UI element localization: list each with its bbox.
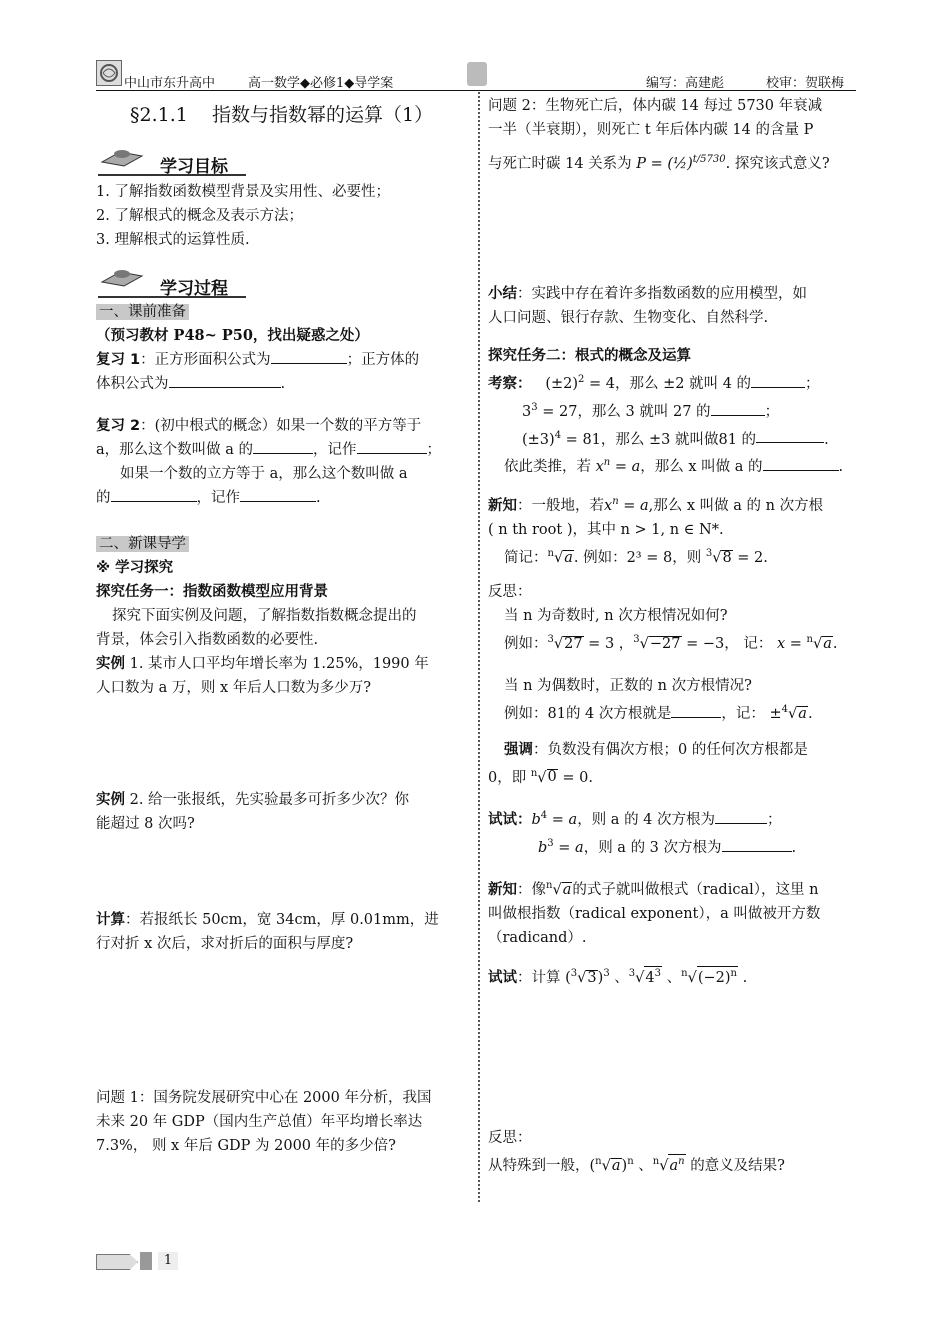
answer-blank[interactable] xyxy=(715,809,767,824)
goal-item: 2. 了解根式的概念及表示方法； xyxy=(96,208,303,224)
new2-text: （radicand）. xyxy=(488,929,587,946)
ex1-label: 实例 xyxy=(96,656,125,672)
answer-blank[interactable] xyxy=(756,428,824,443)
answer-blank[interactable] xyxy=(763,456,839,471)
review2-label: 复习 2 xyxy=(96,418,141,434)
reflect1-text: ，记： xyxy=(721,705,765,722)
emph-text: ：负数没有偶次方根；0 的任何次方根都是 xyxy=(533,741,808,758)
new-lesson-section xyxy=(96,532,429,700)
prep-heading: 一、课前准备 xyxy=(96,304,189,320)
try1-text: ，则 a 的 3 次方根为 xyxy=(583,839,722,856)
header-author: 编写：高建彪 xyxy=(646,76,725,91)
reflect1-label: 反思： xyxy=(488,584,532,600)
calc-label: 计算 xyxy=(96,912,125,928)
reflect2-label: 反思： xyxy=(488,1130,532,1146)
review1-text: ：正方形面积公式为 xyxy=(140,352,271,368)
new2-text: ：像 xyxy=(517,881,546,898)
decay-formula: P = (½)$^{t/5730}$ xyxy=(636,154,726,172)
header-course: 高一数学◆必修1◆导学案 xyxy=(248,76,394,91)
answer-blank[interactable] xyxy=(751,373,805,388)
book-icon xyxy=(98,264,146,288)
try2-label: 试试 xyxy=(488,969,517,986)
new1-text: . 例如：2³ = 8，则 xyxy=(573,549,702,566)
answer-blank[interactable] xyxy=(711,401,765,416)
answer-blank[interactable] xyxy=(111,487,197,502)
header-rule xyxy=(96,90,856,91)
footer-arrow-icon xyxy=(96,1254,138,1270)
inspect-text: ，那么 3 就叫 27 的 xyxy=(577,403,711,420)
goals-heading: 学习目标 xyxy=(160,157,228,177)
answer-blank[interactable] xyxy=(169,373,281,388)
q1-text: 问题 1：国务院发展研究中心在 2000 年分析，我国 xyxy=(96,1090,432,1106)
reflect1-text: 当 n 为奇数时, n 次方根情况如何? xyxy=(504,608,728,624)
try1-label: 试试： xyxy=(488,811,532,828)
goal-item: 3. 理解根式的运算性质. xyxy=(96,232,250,248)
goals-rule xyxy=(98,174,246,176)
reflect2-text: 的意义及结果? xyxy=(690,1157,785,1174)
example2 xyxy=(96,788,409,836)
footer-block xyxy=(140,1252,152,1270)
calc-section xyxy=(96,908,439,956)
question2 xyxy=(488,94,830,176)
page-title: §2.1.1 指数与指数幂的运算（1） xyxy=(130,104,434,126)
try-2: 试试：计算 $(^3√3)^3$ 、$^3√4^3$ 、$^n√(-2)^n$ . xyxy=(488,968,748,986)
reflect1-text: 例如： xyxy=(504,635,548,652)
q1-text: 未来 20 年 GDP（国内生产总值）年平均增长率达 xyxy=(96,1114,423,1130)
answer-blank[interactable] xyxy=(357,439,427,454)
ex2-label: 实例 xyxy=(96,792,125,808)
review2-text: a，那么这个数叫做 a 的 xyxy=(96,442,254,458)
task1-text: 背景，体会引入指数函数的必要性. xyxy=(96,632,319,648)
review1-text: 体积公式为 xyxy=(96,376,169,392)
answer-blank[interactable] xyxy=(240,487,316,502)
inspect-text: ，那么 ±3 就叫做81 的 xyxy=(600,431,757,448)
q1-text: 7.3%， 则 x 年后 GDP 为 2000 年的多少倍? xyxy=(96,1138,396,1154)
answer-blank[interactable] xyxy=(271,349,347,364)
new1-label: 新知 xyxy=(488,497,517,514)
reflect-2: 反思： 从特殊到一般，$(^n√a)^n$ 、$^n√a^n$ 的意义及结果? xyxy=(488,1126,785,1178)
ex2-text: 2. 给一张报纸，先实验最多可折多少次？你 xyxy=(129,792,410,808)
summary-text: ：实践中存在着许多指数函数的应用模型，如 xyxy=(517,286,807,302)
new-knowledge-2: 新知：像$^n$√a的式子就叫做根式（radical），这里 n 叫做根指数（radical exponent），a 叫做被开方数 （radicand）. xyxy=(488,874,820,950)
try1-text: ，则 a 的 4 次方根为 xyxy=(577,811,716,828)
emph-label: 强调 xyxy=(504,741,533,758)
goal-item: 1. 了解指数函数模型背景及实用性、必要性； xyxy=(96,184,390,200)
task1-heading: 探究任务一：指数函数模型应用背景 xyxy=(96,584,328,600)
reflect1-text: 当 n 为偶数时，正数的 n 次方根情况? xyxy=(504,677,752,694)
logo-icon xyxy=(97,61,121,85)
task2-heading: 探究任务二：根式的概念及运算 xyxy=(488,348,691,364)
inspect-text: 依此类推，若 xyxy=(504,459,591,476)
try-1: 试试：$b^4 = a$，则 a 的 4 次方根为 ； $b^3 = a$，则 a 的 3 次方根为 . xyxy=(488,810,797,856)
answer-blank[interactable] xyxy=(253,439,313,454)
emph-text: 0，即 xyxy=(488,769,527,786)
header-school: 中山市东升高中 xyxy=(124,76,216,91)
review1-label: 复习 1 xyxy=(96,352,141,368)
reflect2-text: 从特殊到一般， xyxy=(488,1157,590,1174)
ex2-text: 能超过 8 次吗? xyxy=(96,816,195,832)
inspect-label: 考察： xyxy=(488,375,532,392)
summary-text: 人口问题、银行存款、生物变化、自然科学. xyxy=(488,310,769,326)
school-logo xyxy=(96,60,122,86)
header-reviewer: 校审：贺联梅 xyxy=(766,76,845,91)
column-divider xyxy=(478,92,480,1202)
review1-text: ；正方体的 xyxy=(346,352,420,368)
q2-text: 与死亡时碳 14 关系为 xyxy=(488,155,632,172)
question1 xyxy=(96,1086,431,1158)
ex1-text: 人口数为 a 万，则 x 年后人口数为多少万? xyxy=(96,680,372,696)
review2-text: ，记作 xyxy=(196,490,240,506)
new1-text: 简记： xyxy=(504,549,548,566)
q2-text: 问题 2：生物死亡后，体内碳 14 每过 5730 年衰减 xyxy=(488,98,823,114)
prep-section: 一、课前准备 （预习教材 P48~ P50，找出疑惑之处） 复习 1：正方形面积公式为 ；正方体的 体积公式为 . 复习 2：(初中根式的概念）如果一个数的平方等于 a，那么这个数叫做 a 的 ，记作 ； 如果一个数的立方等于 a，那么这个数叫做 a 的 ，记作 . xyxy=(96,304,442,506)
calc-text: ：若报纸长 50cm，宽 34cm，厚 0.01mm，进 xyxy=(125,912,439,928)
book-icon xyxy=(98,144,146,168)
review2-text: ：(初中根式的概念）如果一个数的平方等于 xyxy=(140,418,422,434)
new2-text: 叫做根指数（radical exponent），a 叫做被开方数 xyxy=(488,905,821,922)
review2-text: ，记作 xyxy=(313,442,357,458)
calc-text: 行对折 x 次后，求对折后的面积与厚度? xyxy=(96,936,354,952)
new-knowledge-1: 新知：一般地，若$x^n = a$,那么 x 叫做 a 的 n 次方根 ( n th root )，其中 n > 1, n ∈ N*. 简记：$^n$√a. 例如：2³ = 8，则 $^3$√8 = 2. xyxy=(488,496,824,566)
explore-heading: ※ 学习探究 xyxy=(96,560,174,576)
summary-label: 小结 xyxy=(488,286,517,302)
q2-text: 一半（半衰期），则死亡 t 年后体内碳 14 的含量 P xyxy=(488,122,814,138)
process-heading: 学习过程 xyxy=(160,279,228,299)
try2-text: ：计算 xyxy=(517,969,561,986)
new2-text: 的式子就叫做根式（radical），这里 n xyxy=(572,881,819,898)
inspect-text: ，那么 x 叫做 a 的 xyxy=(640,459,763,476)
goals-list xyxy=(96,180,390,252)
process-rule xyxy=(98,296,246,298)
review2-text: 如果一个数的立方等于 a，那么这个数叫做 a xyxy=(120,466,408,482)
inspect-text: ，那么 ±2 就叫 4 的 xyxy=(615,375,752,392)
reflect1-text: 例如：81的 4 次方根就是 xyxy=(504,705,672,722)
reflect-1: 反思： 当 n 为奇数时, n 次方根情况如何? 例如：$^3$√27 = 3 ，$^3$√−27 = −3， 记： x = $^n$√a. 当 n 为偶数时，正数的 n 次方根情况? 例如：81的 4 次方根就是 ，记： ±$^4$√a. 强调：负数没有偶次方根；0 的任何次方根都是 0，即 $^n$√0 = 0. xyxy=(488,580,838,789)
task2-section: 探究任务二：根式的概念及运算 考察： $(\pm 2)^2 = 4$，那么 ±2 就叫 4 的 ； $3^3 = 27$，那么 3 就叫 27 的 ； $(\pm 3)^4 = 81$，那么 ±3 就叫做81 的 . 依此类推，若 $x^n = a$，那么 x 叫做 a 的 . xyxy=(488,344,843,479)
prep-note: （预习教材 P48~ P50，找出疑惑之处） xyxy=(96,327,369,344)
review2-text: 的 xyxy=(96,490,111,506)
q2-text: . 探究该式意义? xyxy=(725,155,830,172)
ex1-text: 1. 某市人口平均年增长率为 1.25%，1990 年 xyxy=(129,656,429,672)
new2-label: 新知 xyxy=(488,881,517,898)
new1-text: ( n th root )，其中 n > 1, n ∈ N*. xyxy=(488,521,724,538)
answer-blank[interactable] xyxy=(722,837,792,852)
new-heading: 二、新课导学 xyxy=(96,536,189,552)
answer-blank[interactable] xyxy=(671,703,721,718)
seal-icon xyxy=(467,62,487,86)
page-number: 1 xyxy=(158,1252,178,1270)
new1-text: 那么 x 叫做 a 的 n 次方根 xyxy=(653,497,824,514)
summary xyxy=(488,282,807,330)
new1-text: ：一般地，若 xyxy=(517,497,604,514)
task1-text: 探究下面实例及问题，了解指数指数概念提出的 xyxy=(112,608,417,624)
